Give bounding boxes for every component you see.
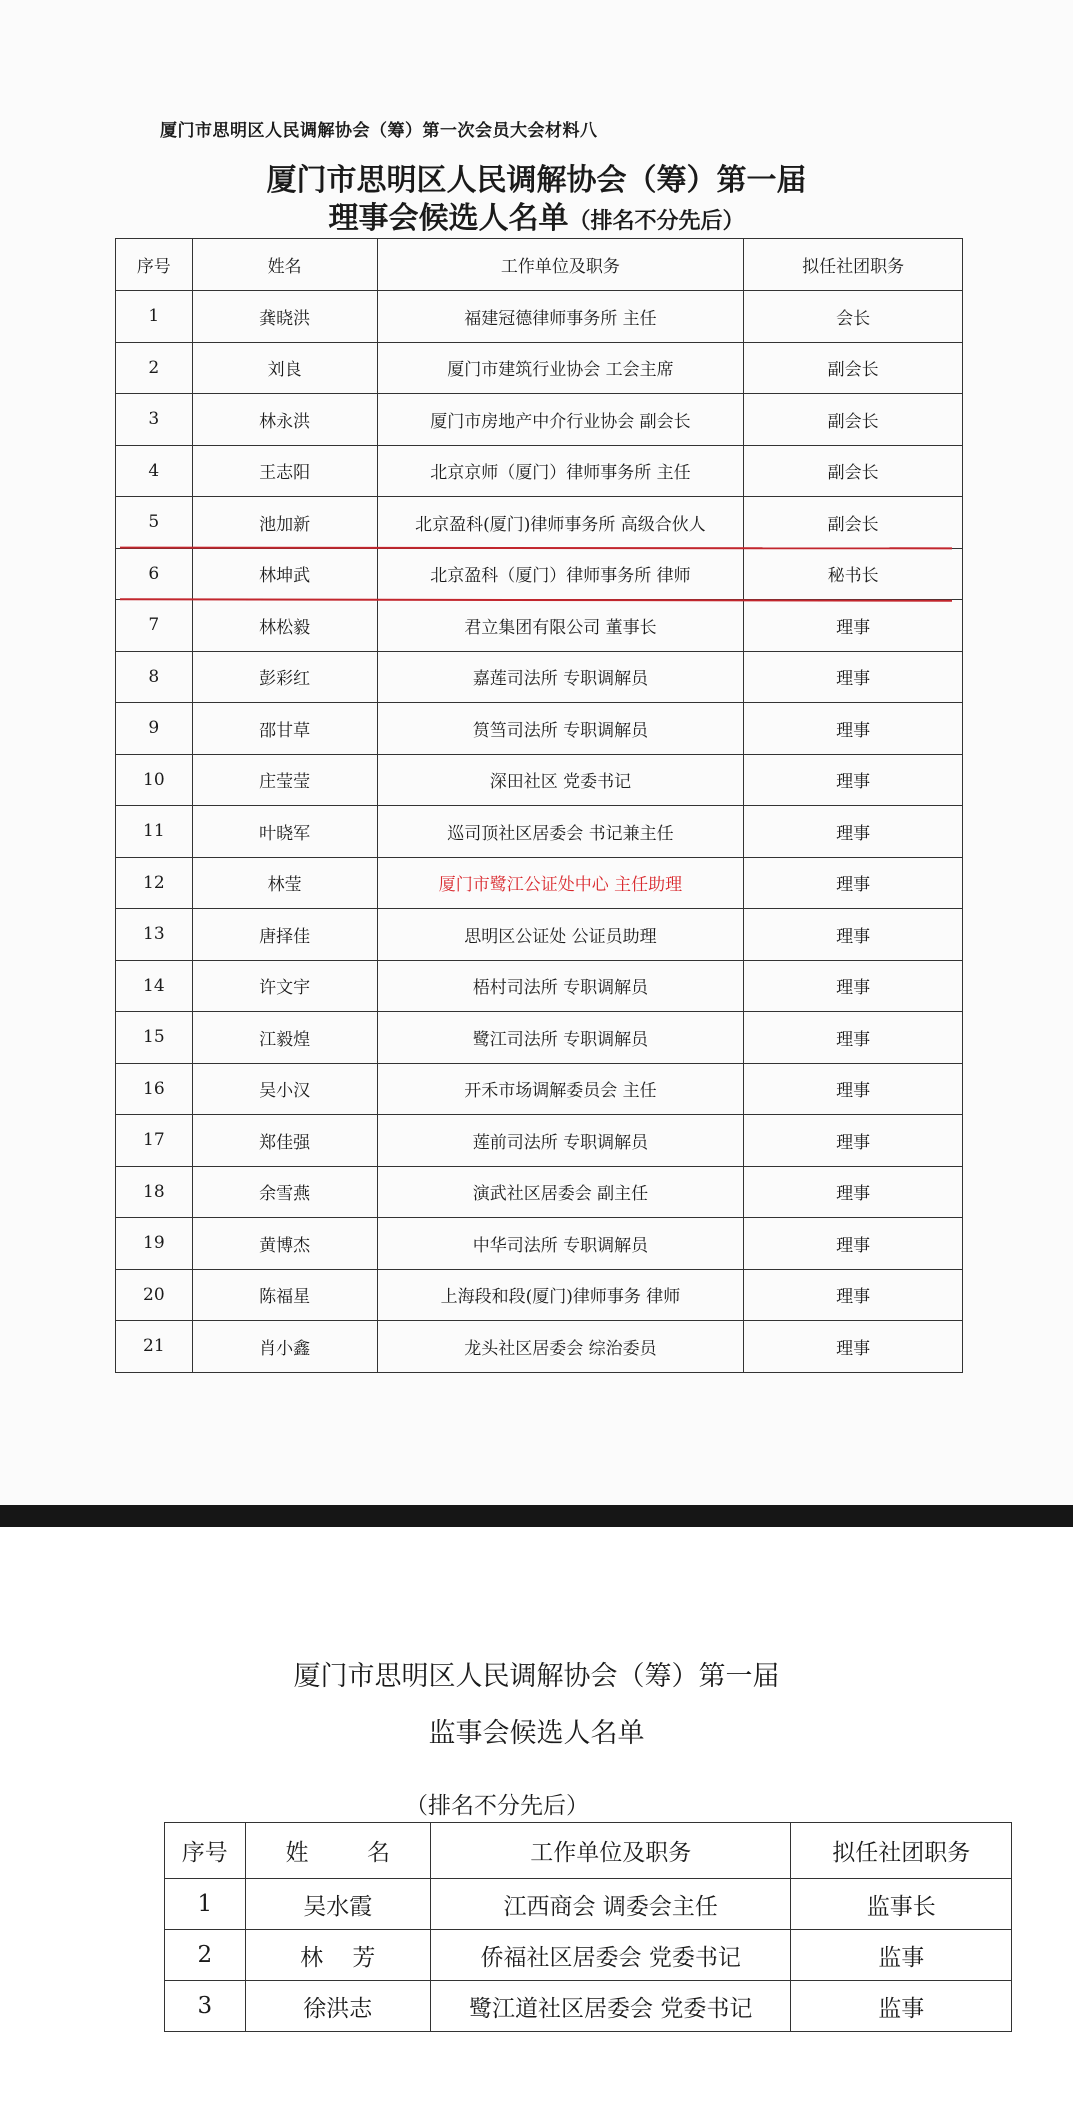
cell-name: 林永洪 (192, 394, 377, 446)
cell-name: 吴水霞 (245, 1879, 430, 1930)
cell-index: 4 (116, 445, 193, 497)
cell-name: 陈福星 (192, 1269, 377, 1321)
cell-role: 理事 (744, 1321, 963, 1373)
cell-name: 刘良 (192, 342, 377, 394)
cell-index: 1 (116, 291, 193, 343)
board-title-line2 (0, 200, 1073, 241)
cell-organization: 君立集团有限公司 董事长 (377, 600, 744, 652)
table-row (116, 1012, 963, 1064)
table-row (116, 703, 963, 755)
table-row (116, 909, 963, 961)
cell-organization: 上海段和段(厦门)律师事务 律师 (377, 1269, 744, 1321)
column-header-role: 拟任社团职务 (744, 239, 963, 291)
cell-index: 2 (116, 342, 193, 394)
column-header-organization: 工作单位及职务 (430, 1823, 790, 1879)
cell-index: 14 (116, 960, 193, 1012)
cell-index: 19 (116, 1218, 193, 1270)
board-title-line1: 厦门市思明区人民调解协会（筹）第一届 (266, 163, 807, 198)
cell-name: 龚晓洪 (192, 291, 377, 343)
cell-role: 监事 (791, 1981, 1012, 2032)
cell-organization: 巡司顶社区居委会 书记兼主任 (377, 806, 744, 858)
cell-role: 理事 (744, 703, 963, 755)
cell-index: 8 (116, 651, 193, 703)
cell-role: 理事 (744, 1115, 963, 1167)
table-row (116, 857, 963, 909)
table-row (116, 394, 963, 446)
cell-organization: 北京盈科（厦门）律师事务所 律师 (377, 548, 744, 600)
cell-index: 12 (116, 857, 193, 909)
cell-index: 1 (165, 1879, 246, 1930)
cell-organization: 筼筜司法所 专职调解员 (377, 703, 744, 755)
cell-organization: 鹭江司法所 专职调解员 (377, 1012, 744, 1064)
table-row (116, 1166, 963, 1218)
cell-index: 20 (116, 1269, 193, 1321)
column-header-name: 姓 名 (245, 1823, 430, 1879)
cell-organization: 莲前司法所 专职调解员 (377, 1115, 744, 1167)
table-row (116, 291, 963, 343)
table-row (165, 1981, 1012, 2032)
cell-name: 黄博杰 (192, 1218, 377, 1270)
cell-role: 副会长 (744, 497, 963, 549)
board-title-note: （排名不分先后） (568, 209, 745, 234)
table-row (165, 1879, 1012, 1930)
cell-organization: 嘉莲司法所 专职调解员 (377, 651, 744, 703)
cell-organization: 厦门市建筑行业协会 工会主席 (377, 342, 744, 394)
cell-index: 10 (116, 754, 193, 806)
cell-index: 6 (116, 548, 193, 600)
cell-role: 副会长 (744, 394, 963, 446)
table-row (116, 960, 963, 1012)
cell-organization: 梧村司法所 专职调解员 (377, 960, 744, 1012)
board-title-main: 理事会候选人名单 (328, 201, 569, 236)
column-header-index: 序号 (165, 1823, 246, 1879)
cell-index: 3 (165, 1981, 246, 2032)
cell-name: 庄莹莹 (192, 754, 377, 806)
cell-index: 16 (116, 1063, 193, 1115)
table-row (116, 1115, 963, 1167)
table-row (116, 342, 963, 394)
cell-name: 吴小汉 (192, 1063, 377, 1115)
cell-index: 9 (116, 703, 193, 755)
cell-role: 理事 (744, 754, 963, 806)
cell-name: 余雪燕 (192, 1166, 377, 1218)
cell-index: 15 (116, 1012, 193, 1064)
cell-name: 林松毅 (192, 600, 377, 652)
supervisor-candidates-table (164, 1822, 1012, 2032)
table-row (116, 600, 963, 652)
document-label: 厦门市思明区人民调解协会（筹）第一次会员大会材料八 (160, 121, 598, 141)
column-header-name: 姓名 (192, 239, 377, 291)
cell-role: 理事 (744, 960, 963, 1012)
cell-organization: 侨福社区居委会 党委书记 (430, 1930, 790, 1981)
cell-role: 监事 (791, 1930, 1012, 1981)
cell-name: 徐洪志 (245, 1981, 430, 2032)
cell-role: 副会长 (744, 445, 963, 497)
cell-index: 3 (116, 394, 193, 446)
cell-name: 肖小鑫 (192, 1321, 377, 1373)
cell-name: 林坤武 (192, 548, 377, 600)
cell-index: 17 (116, 1115, 193, 1167)
cell-role: 理事 (744, 857, 963, 909)
cell-organization: 江西商会 调委会主任 (430, 1879, 790, 1930)
table-row (116, 1321, 963, 1373)
cell-organization: 福建冠德律师事务所 主任 (377, 291, 744, 343)
table-row (165, 1930, 1012, 1981)
cell-index: 2 (165, 1930, 246, 1981)
supervisor-title-line1: 厦门市思明区人民调解协会（筹）第一届 (293, 1661, 780, 1692)
table-row (116, 1269, 963, 1321)
cell-role: 秘书长 (744, 548, 963, 600)
cell-name: 王志阳 (192, 445, 377, 497)
cell-organization: 深田社区 党委书记 (377, 754, 744, 806)
cell-role: 理事 (744, 1269, 963, 1321)
cell-role: 会长 (744, 291, 963, 343)
cell-role: 理事 (744, 600, 963, 652)
cell-name: 林 芳 (245, 1930, 430, 1981)
cell-index: 18 (116, 1166, 193, 1218)
cell-index: 13 (116, 909, 193, 961)
cell-organization: 开禾市场调解委员会 主任 (377, 1063, 744, 1115)
cell-role: 理事 (744, 1063, 963, 1115)
cell-name: 邵甘草 (192, 703, 377, 755)
cell-name: 郑佳强 (192, 1115, 377, 1167)
cell-index: 21 (116, 1321, 193, 1373)
cell-role: 副会长 (744, 342, 963, 394)
cell-index: 7 (116, 600, 193, 652)
cell-role: 理事 (744, 909, 963, 961)
table-row (116, 548, 963, 600)
page-separator (0, 1505, 1073, 1527)
table-row (116, 497, 963, 549)
cell-role: 理事 (744, 651, 963, 703)
table-row (116, 754, 963, 806)
cell-organization: 北京京师（厦门）律师事务所 主任 (377, 445, 744, 497)
cell-organization: 龙头社区居委会 综治委员 (377, 1321, 744, 1373)
supervisor-ordering-note: （排名不分先后） (405, 1793, 589, 1819)
cell-organization: 中华司法所 专职调解员 (377, 1218, 744, 1270)
cell-role: 理事 (744, 1218, 963, 1270)
cell-organization-highlighted: 厦门市鹭江公证处中心 主任助理 (377, 857, 744, 909)
cell-name: 林莹 (192, 857, 377, 909)
cell-role: 理事 (744, 1166, 963, 1218)
cell-organization: 演武社区居委会 副主任 (377, 1166, 744, 1218)
board-candidates-table (115, 238, 963, 1373)
table-row (116, 445, 963, 497)
cell-index: 5 (116, 497, 193, 549)
column-header-index: 序号 (116, 239, 193, 291)
cell-organization: 北京盈科(厦门)律师事务所 高级合伙人 (377, 497, 744, 549)
cell-name: 江毅煌 (192, 1012, 377, 1064)
cell-name: 许文宇 (192, 960, 377, 1012)
table-row (116, 651, 963, 703)
cell-role: 理事 (744, 1012, 963, 1064)
cell-name: 叶晓军 (192, 806, 377, 858)
table-header-row (116, 239, 963, 291)
cell-name: 彭彩红 (192, 651, 377, 703)
table-header-row (165, 1823, 1012, 1879)
table-row (116, 1218, 963, 1270)
cell-name: 唐择佳 (192, 909, 377, 961)
table-row (116, 1063, 963, 1115)
column-header-organization: 工作单位及职务 (377, 239, 744, 291)
cell-organization: 鹭江道社区居委会 党委书记 (430, 1981, 790, 2032)
cell-organization: 厦门市房地产中介行业协会 副会长 (377, 394, 744, 446)
cell-index: 11 (116, 806, 193, 858)
cell-role: 监事长 (791, 1879, 1012, 1930)
cell-organization: 思明区公证处 公证员助理 (377, 909, 744, 961)
supervisor-title-line2: 监事会候选人名单 (428, 1718, 645, 1749)
cell-role: 理事 (744, 806, 963, 858)
table-row (116, 806, 963, 858)
column-header-role: 拟任社团职务 (791, 1823, 1012, 1879)
cell-name: 池加新 (192, 497, 377, 549)
